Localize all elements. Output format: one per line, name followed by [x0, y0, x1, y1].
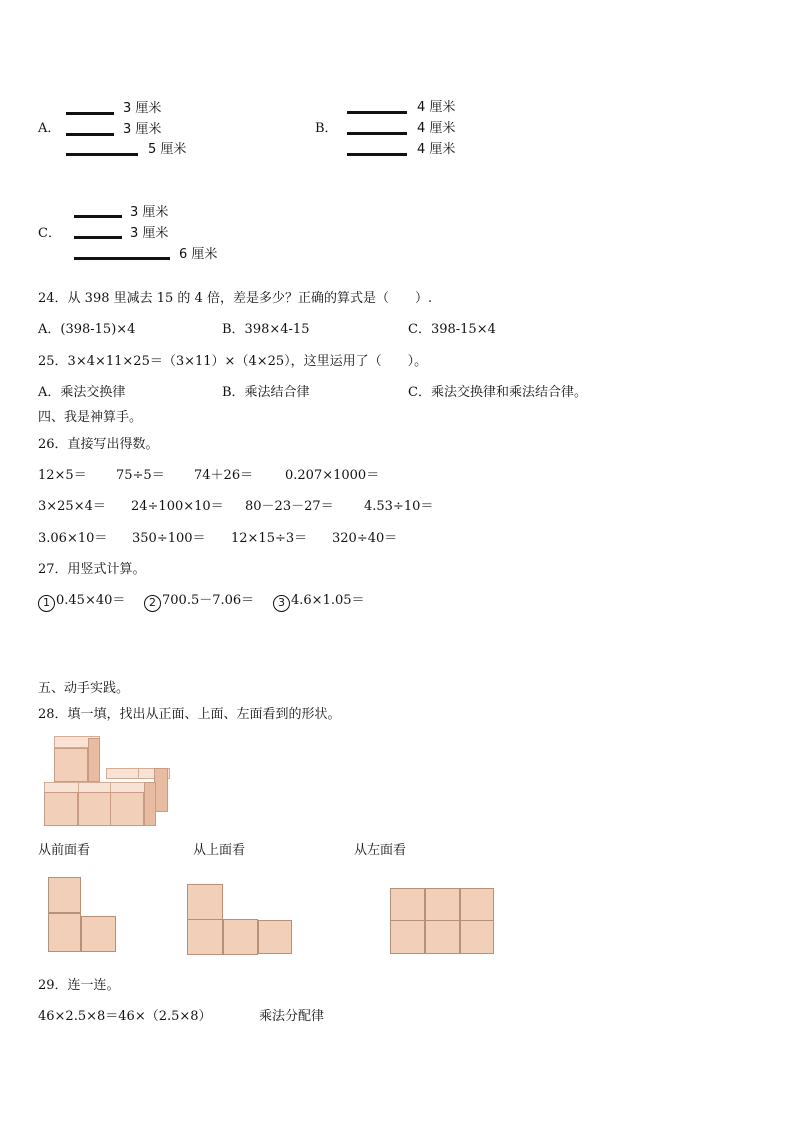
view-square	[425, 920, 460, 954]
option-a-label: A．	[38, 121, 61, 136]
option-c-label: C．	[38, 226, 61, 241]
calc-item: 350÷100＝	[132, 531, 206, 546]
view-square	[425, 888, 460, 924]
segment-length: 5 厘米	[148, 142, 187, 157]
segment-length: 6 厘米	[179, 247, 218, 262]
cube-front-face	[54, 748, 88, 782]
segment-length: 4 厘米	[417, 121, 456, 136]
option-b-label: B．	[315, 121, 338, 136]
calc-expression: 700.5－7.06＝	[162, 593, 255, 608]
cube-side-face	[144, 782, 156, 826]
segment-length: 4 厘米	[417, 100, 456, 115]
segment-line	[347, 153, 407, 156]
match-right-item[interactable]: 乘法分配律	[259, 1009, 325, 1024]
option-c[interactable]: C．乘法交换律和乘法结合律。	[408, 385, 587, 400]
option-c[interactable]: C．398-15×4	[408, 322, 496, 337]
cube-side-face	[154, 768, 168, 812]
question-24: 24．从 398 里减去 15 的 4 倍，差是多少？正确的算式是（ ）.	[38, 291, 433, 306]
cube-figure	[42, 736, 172, 828]
vertical-calc-item	[144, 593, 254, 612]
calc-item: 75÷5＝	[116, 468, 165, 483]
vertical-calc-item	[273, 593, 365, 612]
view-square	[223, 919, 258, 955]
calc-item: 12×15÷3＝	[231, 531, 308, 546]
section-title: 四、我是神算手。	[38, 410, 143, 425]
vertical-calc-item	[38, 593, 125, 612]
view-square	[187, 884, 223, 920]
question-29: 29．连一连。	[38, 978, 120, 993]
segment-length: 4 厘米	[417, 142, 456, 157]
view-label-left: 从左面看	[354, 843, 407, 858]
cube-front-face	[110, 792, 144, 826]
option-b[interactable]: B．乘法结合律	[222, 385, 310, 400]
view-label-front: 从前面看	[38, 843, 91, 858]
view-square	[187, 919, 223, 955]
view-square	[81, 916, 116, 952]
cube-side-face	[88, 738, 100, 782]
segment-length: 3 厘米	[130, 226, 169, 241]
calc-item: 4.53÷10＝	[364, 499, 434, 514]
segment-length: 3 厘米	[123, 101, 162, 116]
calc-expression: 0.45×40＝	[56, 593, 126, 608]
segment-line	[74, 257, 170, 260]
calc-item: 3.06×10＝	[38, 531, 108, 546]
cube-front-face	[78, 792, 112, 826]
view-square	[48, 877, 81, 913]
question-27: 27．用竖式计算。	[38, 562, 146, 577]
question-26: 26．直接写出得数。	[38, 437, 159, 452]
segment-line	[347, 132, 407, 135]
question-25: 25．3×4×11×25＝（3×11）×（4×25），这里运用了（ ）。	[38, 354, 428, 369]
circled-number: 1	[38, 595, 55, 612]
calc-expression: 4.6×1.05＝	[291, 593, 365, 608]
calc-item: 0.207×1000＝	[285, 468, 380, 483]
circled-number: 3	[273, 595, 290, 612]
option-b[interactable]: B．398×4-15	[222, 322, 310, 337]
segment-line	[66, 133, 114, 136]
segment-line	[74, 215, 122, 218]
calc-item: 320÷40＝	[332, 531, 398, 546]
option-a[interactable]: A．乘法交换律	[38, 385, 126, 400]
view-square	[258, 920, 292, 954]
calc-item: 3×25×4＝	[38, 499, 106, 514]
view-square	[390, 920, 425, 954]
option-a[interactable]: A．(398-15)×4	[38, 322, 136, 337]
match-left-item[interactable]: 46×2.5×8＝46×（2.5×8）	[38, 1009, 212, 1024]
view-label-top: 从上面看	[193, 843, 246, 858]
segment-length: 3 厘米	[130, 205, 169, 220]
segment-line	[347, 111, 407, 114]
segment-line	[74, 236, 122, 239]
question-28: 28．填一填，找出从正面、上面、左面看到的形状。	[38, 707, 341, 722]
view-square	[460, 920, 494, 954]
segment-line	[66, 112, 114, 115]
segment-line	[66, 153, 138, 156]
segment-length: 3 厘米	[123, 122, 162, 137]
cube-front-face	[44, 792, 78, 826]
view-square	[460, 888, 494, 924]
calc-item: 12×5＝	[38, 468, 87, 483]
view-square	[390, 888, 425, 924]
circled-number: 2	[144, 595, 161, 612]
calc-item: 74＋26＝	[194, 468, 254, 483]
view-square	[48, 913, 81, 952]
section-title: 五、动手实践。	[38, 681, 130, 696]
calc-item: 80－23－27＝	[245, 499, 334, 514]
calc-item: 24÷100×10＝	[131, 499, 224, 514]
